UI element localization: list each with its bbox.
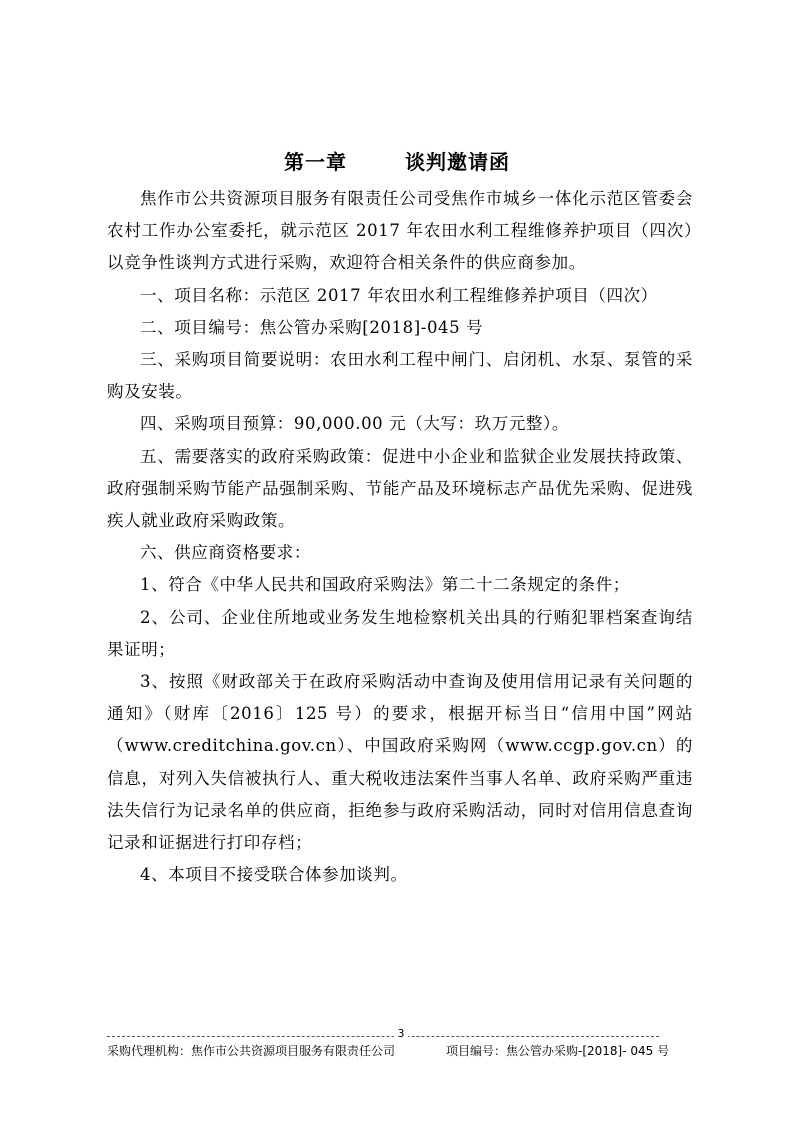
paragraph-intro: 焦作市公共资源项目服务有限责任公司受焦作市城乡一体化示范区管委会农村工作办公室委托，就示范区 2017 年农田水利工程维修养护项目（四次）以竞争性谈判方式进行采购，欢迎符合相关条件的供应商参加。 bbox=[107, 189, 693, 273]
paragraph-qualification-1: 1、符合《中华人民共和国政府采购法》第二十二条规定的条件； bbox=[140, 575, 630, 595]
paragraph-qualification-4: 4、本项目不接受联合体参加谈判。 bbox=[140, 865, 408, 885]
paragraph-project-description: 三、采购项目简要说明：农田水利工程中闸门、启闭机、水泵、泵管的采购及安装。 bbox=[107, 350, 693, 402]
paragraph-project-name: 一、项目名称：示范区 2017 年农田水利工程维修养护项目（四次） bbox=[140, 285, 658, 305]
footer-project-number: 项目编号：焦公管办采购-[2018]- 045 号 bbox=[446, 1044, 670, 1058]
page-number: 3 bbox=[394, 1027, 408, 1040]
chapter-name: 谈判邀请函 bbox=[405, 150, 510, 174]
letter-body bbox=[107, 183, 693, 891]
footer-agency: 采购代理机构：焦作市公共资源项目服务有限责任公司 bbox=[107, 1044, 396, 1058]
paragraph-policies: 五、需要落实的政府采购政策：促进中小企业和监狱企业发展扶持政策、政府强制采购节能产品强制采购、节能产品及环境标志产品优先采购、促进残疾人就业政府采购政策。 bbox=[107, 446, 693, 531]
chapter-title bbox=[0, 146, 794, 175]
paragraph-qualification-2: 2、公司、企业住所地或业务发生地检察机关出具的行贿犯罪档案查询结果证明； bbox=[107, 607, 693, 659]
paragraph-qualification-3: 3、按照《财政部关于在政府采购活动中查询及使用信用记录有关问题的通知》（财库〔2016〕125 号）的要求，根据开标当日“信用中国”网站（www.creditchina.gov.cn）、中国政府采购网（www.ccgp.gov.cn）的信息，对列入失信被执行人、重大税收违法案件当事人名单、政府采购严重违法失信行为记录名单的供应商，拒绝参与政府采购活动，同时对信用信息查询记录和证据进行打印存档； bbox=[107, 672, 693, 853]
paragraph-qualifications-heading: 六、供应商资格要求： bbox=[140, 543, 311, 563]
footer-divider bbox=[107, 1036, 659, 1037]
paragraph-project-number: 二、项目编号：焦公管办采购[2018]-045 号 bbox=[140, 317, 484, 337]
paragraph-budget: 四、采购项目预算：90,000.00 元（大写：玖万元整）。 bbox=[140, 414, 569, 434]
chapter-number: 第一章 bbox=[284, 150, 347, 174]
